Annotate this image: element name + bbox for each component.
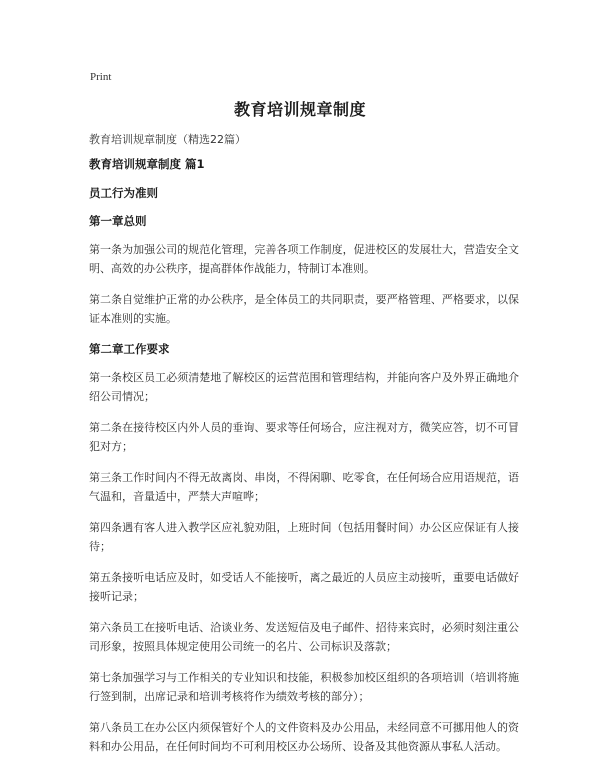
article-paragraph: 第二条自觉维护正常的办公秩序，是全体员工的共同职责，要严格管理、严格要求，以保证本准则的实施。 <box>89 293 519 325</box>
article-paragraph: 第七条加强学习与工作相关的专业知识和技能，积极参加校区组织的各项培训（培训将施行签到制，出席记录和培训考核将作为绩效考核的部分）； <box>89 671 519 703</box>
document-body <box>89 132 519 769</box>
chapter-heading: 第二章工作要求 <box>89 342 170 356</box>
document-title: 教育培训规章制度 <box>233 100 366 119</box>
print-label: Print <box>90 71 112 83</box>
section-heading: 员工行为准则 <box>89 186 158 200</box>
article-paragraph: 第二条在接待校区内外人员的垂询、要求等任何场合，应注视对方，微笑应答，切不可冒犯对方； <box>89 421 519 453</box>
chapter-heading: 第一章总则 <box>89 214 147 228</box>
article-paragraph: 第三条工作时间内不得无故离岗、串岗，不得闲聊、吃零食，在任何场合应用语规范，语气温和，音量适中，严禁大声喧哗； <box>89 471 519 503</box>
document-subtitle: 教育培训规章制度（精选22篇） <box>89 133 246 146</box>
article-paragraph: 第六条员工在接听电话、洽谈业务、发送短信及电子邮件、招待来宾时，必须时刻注重公司形象，按照具体规定使用公司统一的名片、公司标识及落款； <box>89 621 519 653</box>
article-paragraph: 第一条为加强公司的规范化管理，完善各项工作制度，促进校区的发展壮大，营造安全文明、高效的办公秩序，提高群体作战能力，特制订本准则。 <box>89 243 519 275</box>
article-paragraph: 第五条接听电话应及时，如受话人不能接听，离之最近的人员应主动接听，重要电话做好接听记录； <box>89 571 519 603</box>
article-paragraph: 第八条员工在办公区内须保管好个人的文件资料及办公用品，未经同意不可挪用他人的资料和办公用品，在任何时间均不可利用校区办公场所、设备及其他资源从事私人活动。 <box>89 721 519 753</box>
part-heading: 教育培训规章制度 篇1 <box>89 157 205 171</box>
article-paragraph: 第一条校区员工必须清楚地了解校区的运营范围和管理结构，并能向客户及外界正确地介绍公司情况； <box>89 371 519 403</box>
article-paragraph: 第四条遇有客人进入教学区应礼貌劝阻，上班时间（包括用餐时间）办公区应保证有人接待； <box>89 521 519 553</box>
